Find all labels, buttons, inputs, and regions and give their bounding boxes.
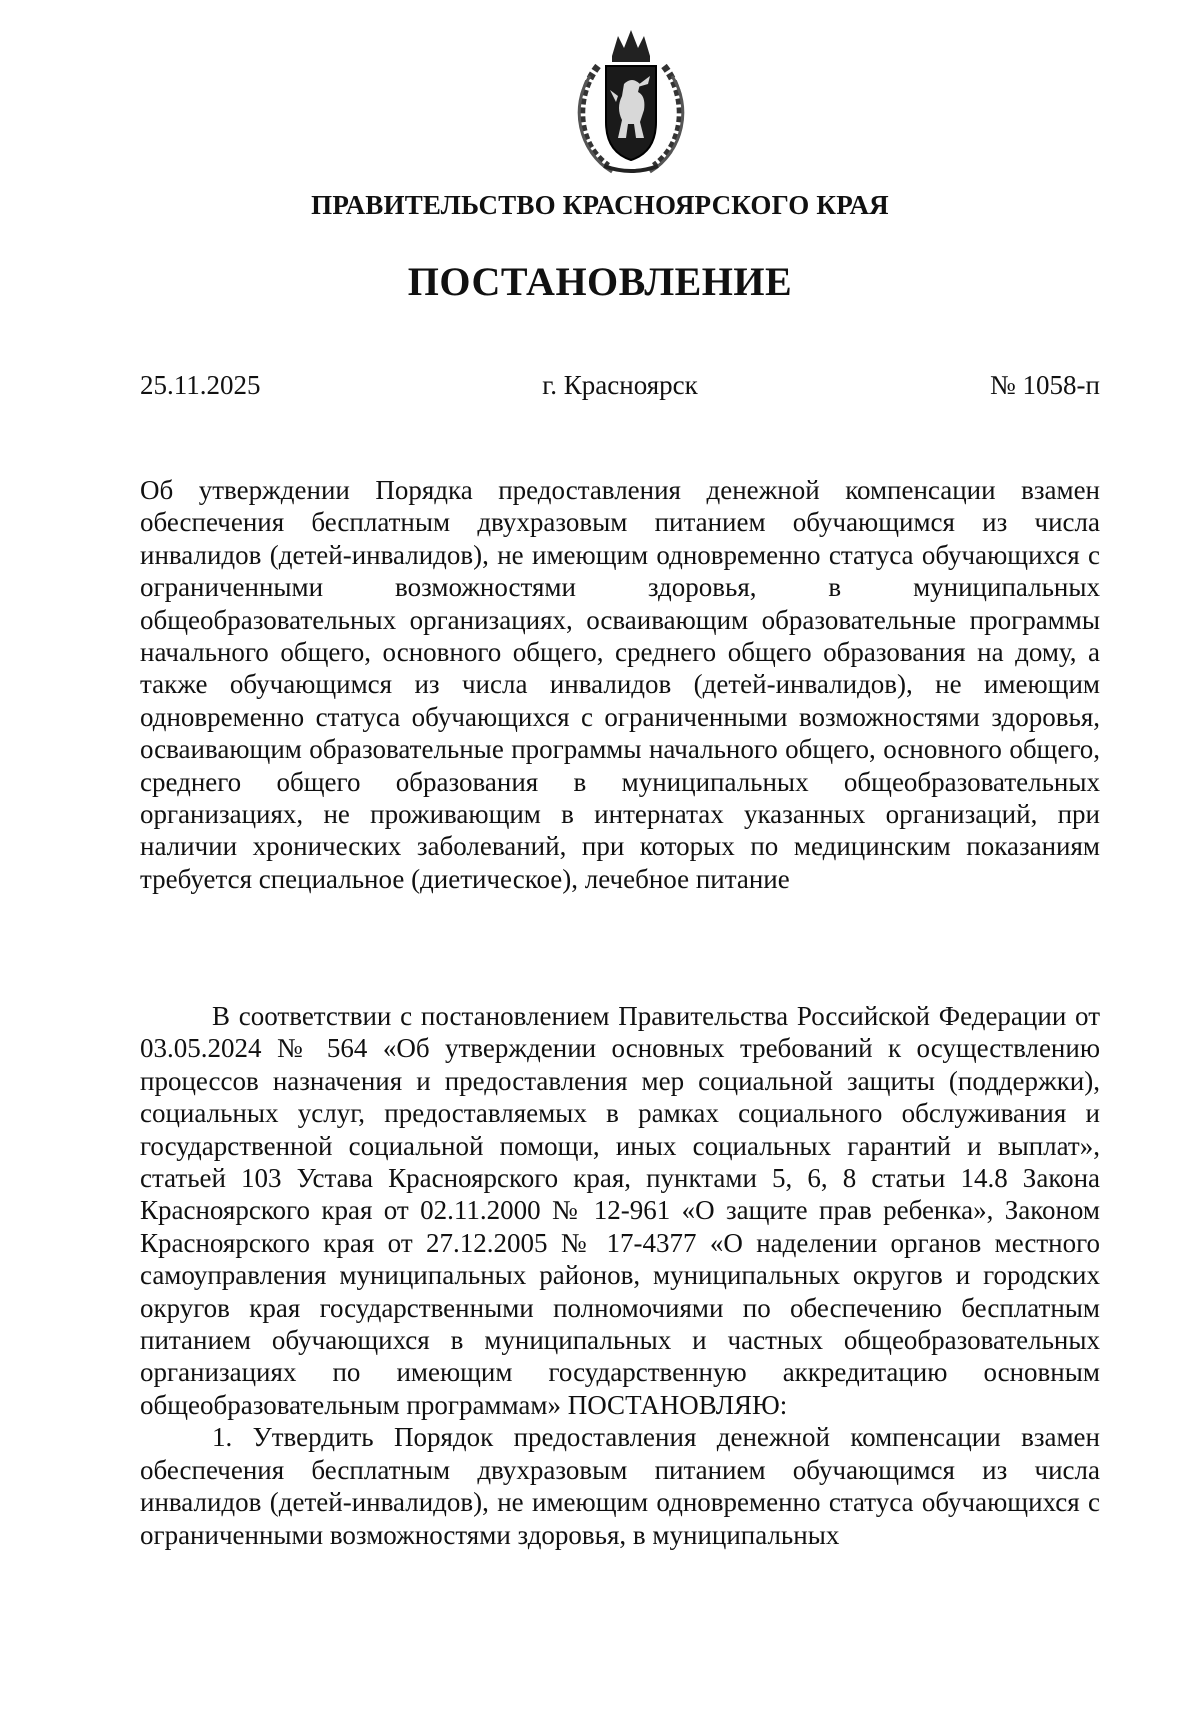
document-meta-row [140,370,1100,404]
document-city: г. Красноярск [542,370,698,400]
item-1-paragraph: 1. Утвердить Порядок предоставления денежной компенсации взамен обеспечения бесплатным двухразовым питанием обучающимся из числа инвалидов (детей-инвалидов), не имеющим одновременно статуса обучающихся с ограниченными возможностями здоровья, в муниципальных [140,1422,1100,1550]
document-body [140,1000,1100,1551]
krasnoyarsk-coat-of-arms-icon [568,26,694,176]
document-date: 25.11.2025 [140,370,261,400]
preamble-paragraph: В соответствии с постановлением Правительства Российской Федерации от 03.05.2024 № 564 «Об утверждении основных требований к осуществлению процессов назначения и предоставления мер социальной защиты (поддержки), социальных услуг, предоставляемых в рамках социального обслуживания и государственной социальной помощи, иных социальных гарантий и выплат», статьей 103 Устава Красноярского края, пунктами 5, 6, 8 статьи 14.8 Закона Красноярского края от 02.11.2000 № 12-961 «О защите прав ребенка», Законом Красноярского края от 27.12.2005 № 17-4377 «О наделении органов местного самоуправления муниципальных районов, муниципальных округов и городских округов края государственными полномочиями по обеспечению бесплатным питанием обучающихся в муниципальных и частных общеобразовательных организациях по имеющим государственную аккредитацию основным общеобразовательным программам» ПОСТАНОВЛЯЮ: [140,1001,1100,1420]
document-number: № 1058-п [990,370,1100,400]
document-subject: Об утверждении Порядка предоставления денежной компенсации взамен обеспечения бесплатным двухразовым питанием обучающимся из числа инвалидов (детей-инвалидов), не имеющим одновременно статуса обучающихся с ограниченными возможностями здоровья, в муниципальных общеобразовательных организациях, осваивающим образовательные программы начального общего, основного общего, среднего общего образования на дому, а также обучающимся из числа инвалидов (детей-инвалидов), не имеющим одновременно статуса обучающихся с ограниченными возможностями здоровья, осваивающим образовательные программы начального общего, основного общего, среднего общего образования в муниципальных общеобразовательных организациях, не проживающим в интернатах указанных организаций, при наличии хронических заболеваний, при которых по медицинским показаниям требуется специальное (диетическое), лечебное питание [140,475,1100,894]
document-type-heading: ПОСТАНОВЛЕНИЕ [407,259,793,304]
organization-title: ПРАВИТЕЛЬСТВО КРАСНОЯРСКОГО КРАЯ [311,190,889,220]
